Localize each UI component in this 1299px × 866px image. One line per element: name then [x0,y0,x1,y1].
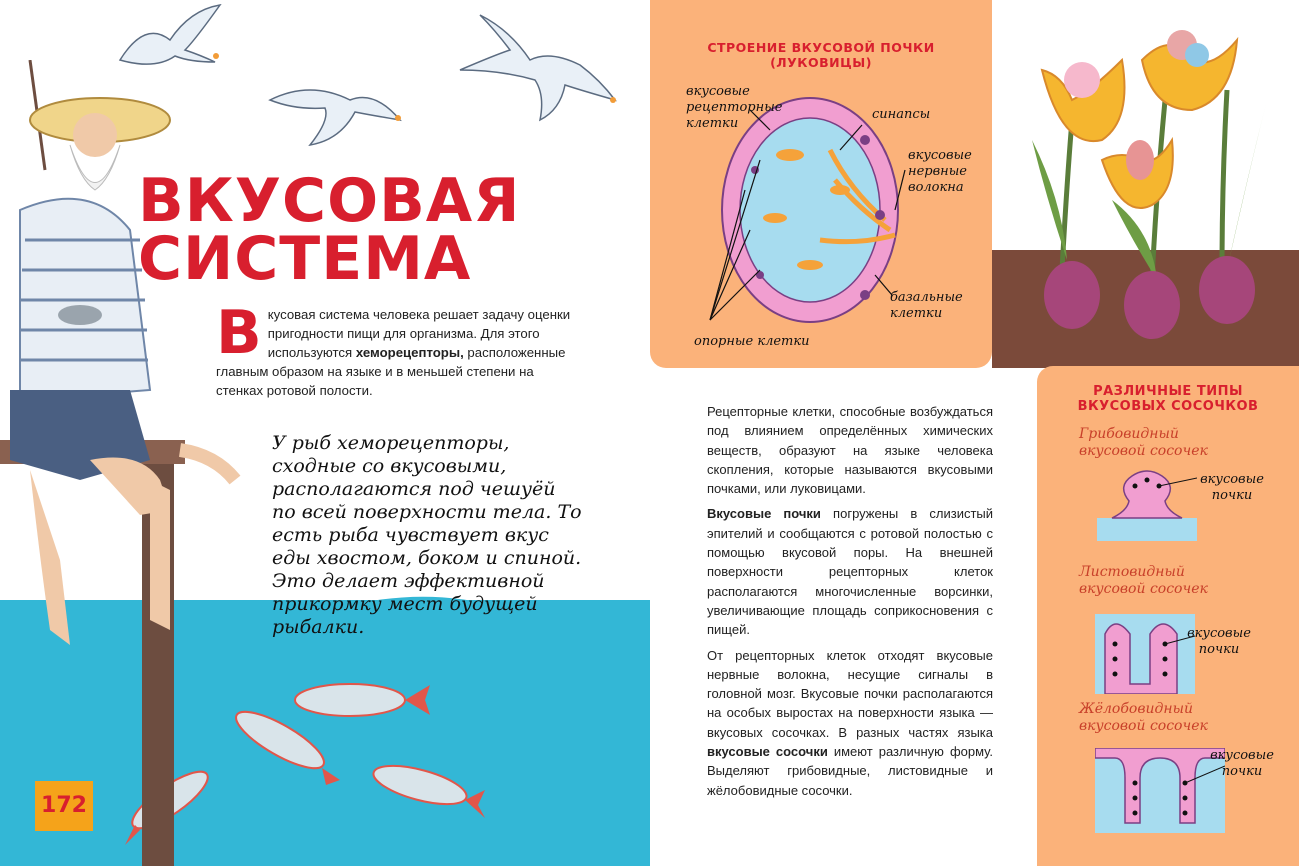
fungiform-label: Грибовидный вкусовой сосочек [1079,426,1208,459]
types-title-line-2: ВКУСОВЫХ СОСОЧКОВ [1077,399,1259,414]
right-page [650,0,1299,866]
page-number: 172 [35,781,93,831]
fungiform-papilla-illustration [1097,466,1197,541]
fisherman-illustration [0,60,250,680]
label-receptor-cells: вкусовые рецепторные клетки [686,84,783,131]
intro-text-1: кусовая система человека решает задачу оценки пригодности пищи для организма. Для этого используются [267,307,571,360]
foliate-label: Листовидный вкусовой сосочек [1079,564,1208,597]
diagram-title-line-1: СТРОЕНИЕ ВКУСОВОЙ ПОЧКИ [707,40,935,55]
body-bold-term-2: вкусовые сосочки [707,744,828,760]
handwritten-note: У рыб хеморецепторы, сходные со вкусовыми, располагаются под чешуёй по всей поверхности тела. То есть рыба чувствует вкус еды хвостом, боком и спиной. Это делает эффективной прикормку мест будущей рыбалки. [272,432,582,638]
page-title [138,166,538,294]
intro-text-2: расположенные главным образом на языке и в меньшей степени на стенках ротовой полости. [216,345,566,398]
body-paragraph-3-text-1: От рецепторных клеток отходят вкусовые нервные волокна, несущие сигналы в головной мозг. Вкусовые почки располагаются на особых выростах на поверхности языка — вкусовых сосочках. В разных частях языка [707,647,993,740]
intro-paragraph [216,298,581,400]
body-paragraph-2 [707,504,993,639]
diagram-title-line-2: (ЛУКОВИЦЫ) [770,55,872,70]
label-basal-cells: базальные клетки [890,290,963,321]
diagram-title [650,40,992,70]
types-title [1037,384,1299,414]
body-paragraph-2-text: погружены в слизистый эпителий и сообщаются с ротовой полостью с помощью вкусовой поры. На внешней поверхности рецепторных клеток располагаются многочисленные ворсинки, увеличивающие площадь соприкосновения с пищей. [707,506,994,638]
taste-bud-diagram-panel [650,0,992,368]
body-text [707,402,993,806]
papilla-types-panel [1037,366,1299,866]
body-bold-term-1: Вкусовые почки [707,506,821,522]
title-line-1: ВКУСОВАЯ [138,166,521,236]
body-paragraph-1: Рецепторные клетки, способные возбуждаться под влиянием определённых химических веществ, образуют на языке человека скопления, которые называются вкусовыми почками, или луковицами. [707,404,993,497]
circumvallate-label: Жёлобовидный вкусовой сосочек [1079,701,1208,734]
intro-bold-term: хеморецепторы, [355,345,464,360]
title-line-2: СИСТЕМА [138,224,472,294]
circumvallate-buds-label: вкусовые почки [1210,748,1274,779]
label-nerve-fibers: вкусовые нервные волокна [908,148,972,195]
body-paragraph-3 [707,646,993,800]
dropcap-letter: В [216,298,262,368]
label-synapses: синапсы [872,107,931,122]
label-support-cells: опорные клетки [694,334,810,349]
foliate-buds-label: вкусовые почки [1187,626,1251,657]
fungiform-buds-label: вкусовые почки [1200,472,1264,503]
types-title-line-1: РАЗЛИЧНЫЕ ТИПЫ [1093,384,1243,399]
body-paragraph-3-text-2: имеют различную форму. Выделяют грибовидные, листовидные и жёлобовидные сосочки. [707,744,993,798]
bulb-flowers-illustration [992,0,1299,368]
